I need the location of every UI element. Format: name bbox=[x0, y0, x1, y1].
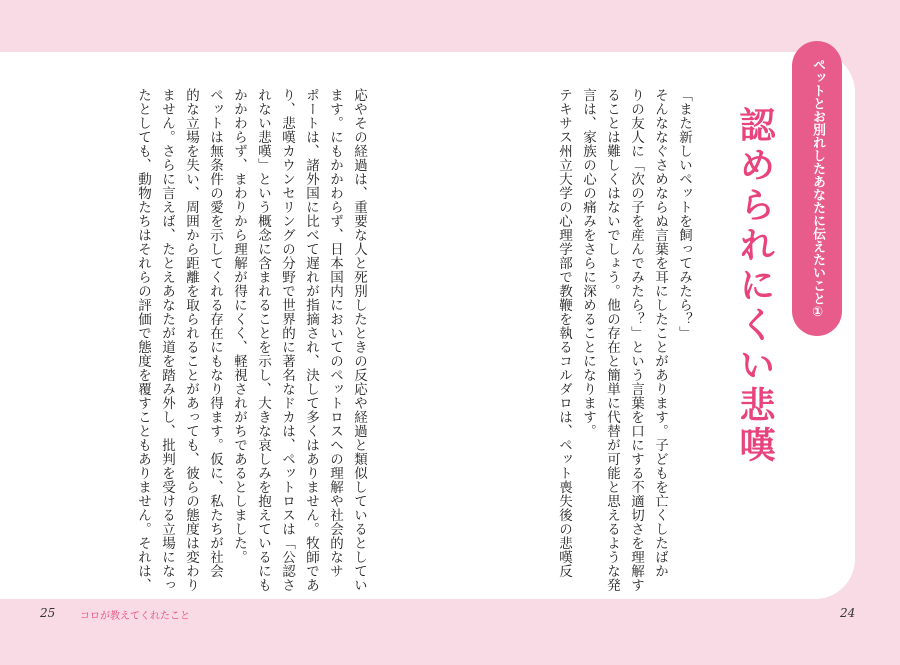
text-column: ます。にもかかわらず、日本国内においてのペットロスへの理解や社会的なサ bbox=[327, 88, 343, 578]
text-column: 応やその経過は、重要な人と死別したときの反応や経過と類似しているとしてい bbox=[351, 88, 367, 592]
text-column: かかわらず、まわりから理解が得にくく、軽視されがちであるとしました。 bbox=[231, 88, 247, 564]
text-column: ません。さらに言えば、たとえあなたが道を踏み外し、批判を受ける立場になっ bbox=[159, 88, 175, 592]
text-column: れない悲嘆」という概念に含まれることを示し、大きな哀しみを抱えているにも bbox=[255, 88, 271, 592]
section-tab bbox=[792, 41, 842, 336]
left-page-number: 25 bbox=[40, 606, 56, 620]
text-column: 言は、家族の心の痛みをさらに深めることになります。 bbox=[580, 88, 596, 438]
text-column: 「また新しいペットを飼ってみたら？」 bbox=[676, 88, 692, 340]
page-title: 認められにくい悲嘆 bbox=[734, 106, 775, 466]
text-column: ポートは、諸外国に比べて遅れが指摘され、決して多くはありません。牧師であ bbox=[303, 88, 319, 592]
text-column: そんななぐさめならぬ言葉を耳にしたことがあります。子どもを亡くしたばか bbox=[652, 88, 668, 578]
text-column: テキサス州立大学の心理学部で教鞭を執るコルダロは、ペット喪失後の悲嘆反 bbox=[556, 88, 572, 578]
book-page bbox=[0, 52, 855, 599]
text-column: 的な立場を失い、周囲から距離を取られることがあっても、彼らの態度は変わり bbox=[183, 88, 199, 592]
text-column: たとしても、動物たちはそれらの評価で態度を覆すこともありません。それは、 bbox=[135, 88, 151, 592]
text-column: り、悲嘆カウンセリングの分野で世界的に著名なドカは、ペットロスは「公認さ bbox=[279, 88, 295, 592]
chapter-title: コロが教えてくれたこと bbox=[80, 611, 190, 622]
text-column: りの友人に「次の子を産んでみたら？」という言葉を口にする不適切さを理解す bbox=[628, 88, 644, 592]
right-page-number: 24 bbox=[840, 606, 856, 620]
text-column: ペットは無条件の愛を示してくれる存在にもなり得ます。仮に、私たちが社会 bbox=[207, 88, 223, 578]
text-column: ることは難しくはないでしょう。他の存在と簡単に代替が可能と思えるような発 bbox=[604, 88, 620, 592]
section-tab-label: ペットとお別れしたあなたに伝えたいこと① bbox=[810, 57, 825, 320]
